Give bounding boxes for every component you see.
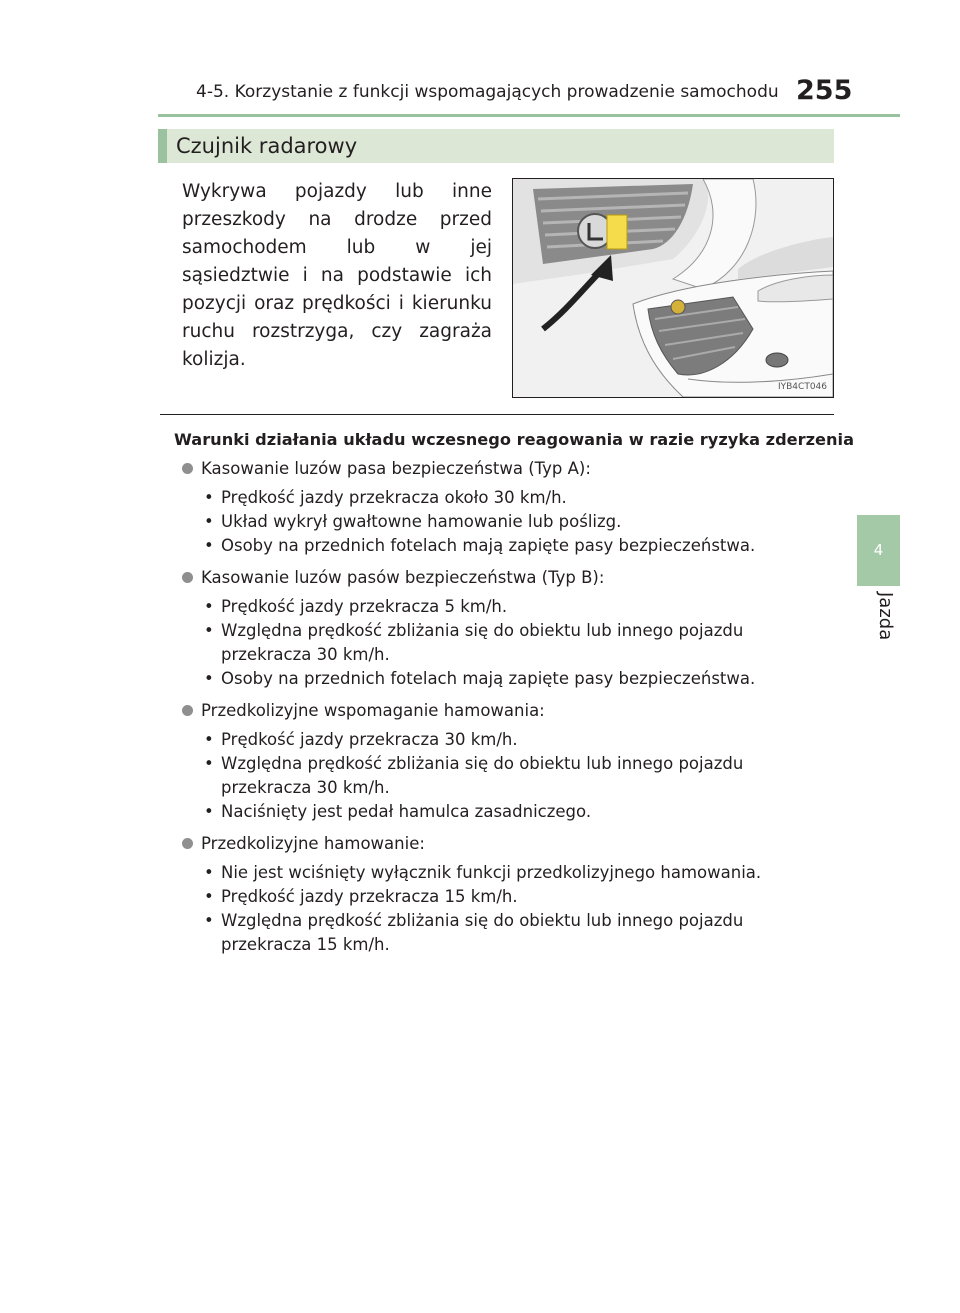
condition-item-text: Prędkość jazdy przekracza 15 km/h.: [221, 887, 518, 906]
page-number: 255: [796, 75, 853, 106]
header-rule: [158, 114, 900, 117]
condition-item-text: Naciśnięty jest pedał hamulca zasadniczego.: [221, 802, 592, 821]
bullet-icon: •: [204, 863, 214, 882]
condition-item-text: Względna prędkość zbliżania się do obiektu lub innego pojazdu przekracza 30 km/h.: [221, 621, 744, 664]
radar-sensor-figure: [512, 178, 834, 398]
section-intro: Wykrywa pojazdy lub inne przeszkody na drodze przed samochodem lub w jej sąsiedztwie i na podstawie ich pozycji oraz prędkości i kierunku ruchu rozstrzyga, czy zagraża kolizja.: [182, 181, 492, 370]
condition-item: [204, 800, 836, 824]
condition-groups: [160, 459, 836, 957]
condition-item: [204, 752, 836, 800]
section-heading: [158, 129, 834, 163]
conditions-heading-text: Warunki działania układu wczesnego reagowania w razie ryzyka zderzenia: [174, 430, 855, 449]
figure-code: IYB4CT046: [777, 382, 827, 392]
bullet-icon: •: [204, 536, 214, 555]
condition-item: [204, 486, 836, 510]
bullet-icon: •: [204, 488, 214, 507]
condition-item: [204, 510, 836, 534]
condition-list: [160, 861, 836, 957]
condition-item: [204, 728, 836, 752]
condition-item: [204, 619, 836, 667]
condition-item: [204, 534, 836, 558]
condition-item-text: Osoby na przednich fotelach mają zapięte pasy bezpieczeństwa.: [221, 669, 756, 688]
conditions-block: [160, 430, 855, 957]
condition-group-title: [160, 459, 836, 478]
condition-item: [204, 595, 836, 619]
bullet-icon: •: [204, 597, 214, 616]
condition-item-text: Osoby na przednich fotelach mają zapięte pasy bezpieczeństwa.: [221, 536, 756, 555]
chapter-tab: 4: [857, 515, 900, 586]
bullet-icon: •: [204, 512, 214, 531]
circle-bullet-icon: [182, 572, 193, 583]
condition-item-text: Prędkość jazdy przekracza 30 km/h.: [221, 730, 518, 749]
condition-item: [204, 667, 836, 691]
condition-item: [204, 885, 836, 909]
bullet-icon: •: [204, 754, 214, 773]
condition-group-title-text: Kasowanie luzów pasa bezpieczeństwa (Typ A):: [201, 459, 591, 478]
conditions-heading: [160, 430, 855, 449]
circle-bullet-icon: [182, 463, 193, 474]
condition-group-title: [160, 701, 836, 720]
condition-group-title: [160, 834, 836, 853]
section-heading-bar: [158, 129, 167, 163]
bullet-icon: •: [204, 669, 214, 688]
condition-item: [204, 909, 836, 957]
condition-item-text: Prędkość jazdy przekracza około 30 km/h.: [221, 488, 567, 507]
condition-group-title: [160, 568, 836, 587]
condition-group-title-text: Kasowanie luzów pasów bezpieczeństwa (Typ B):: [201, 568, 605, 587]
section-divider: [160, 414, 834, 415]
condition-list: [160, 728, 836, 824]
bullet-icon: •: [204, 621, 214, 640]
circle-bullet-icon: [182, 838, 193, 849]
condition-list: [160, 595, 836, 691]
condition-group-title-text: Przedkolizyjne hamowanie:: [201, 834, 425, 853]
bullet-icon: •: [204, 911, 214, 930]
condition-item-text: Układ wykrył gwałtowne hamowanie lub poślizg.: [221, 512, 622, 531]
section-title: Czujnik radarowy: [176, 134, 358, 158]
bullet-icon: •: [204, 887, 214, 906]
chapter-label: Jazda: [875, 592, 896, 641]
condition-item-text: Względna prędkość zbliżania się do obiektu lub innego pojazdu przekracza 30 km/h.: [221, 754, 744, 797]
circle-bullet-icon: [182, 705, 193, 716]
condition-group-title-text: Przedkolizyjne wspomaganie hamowania:: [201, 701, 545, 720]
condition-item-text: Nie jest wciśnięty wyłącznik funkcji przedkolizyjnego hamowania.: [221, 863, 762, 882]
bullet-icon: •: [204, 802, 214, 821]
running-header: 4-5. Korzystanie z funkcji wspomagających prowadzenie samochodu: [196, 82, 779, 102]
condition-item-text: Względna prędkość zbliżania się do obiektu lub innego pojazdu przekracza 15 km/h.: [221, 911, 744, 954]
bullet-icon: •: [204, 730, 214, 749]
condition-list: [160, 486, 836, 558]
car-front-illustration: [513, 179, 833, 397]
condition-item: [204, 861, 836, 885]
condition-item-text: Prędkość jazdy przekracza 5 km/h.: [221, 597, 508, 616]
